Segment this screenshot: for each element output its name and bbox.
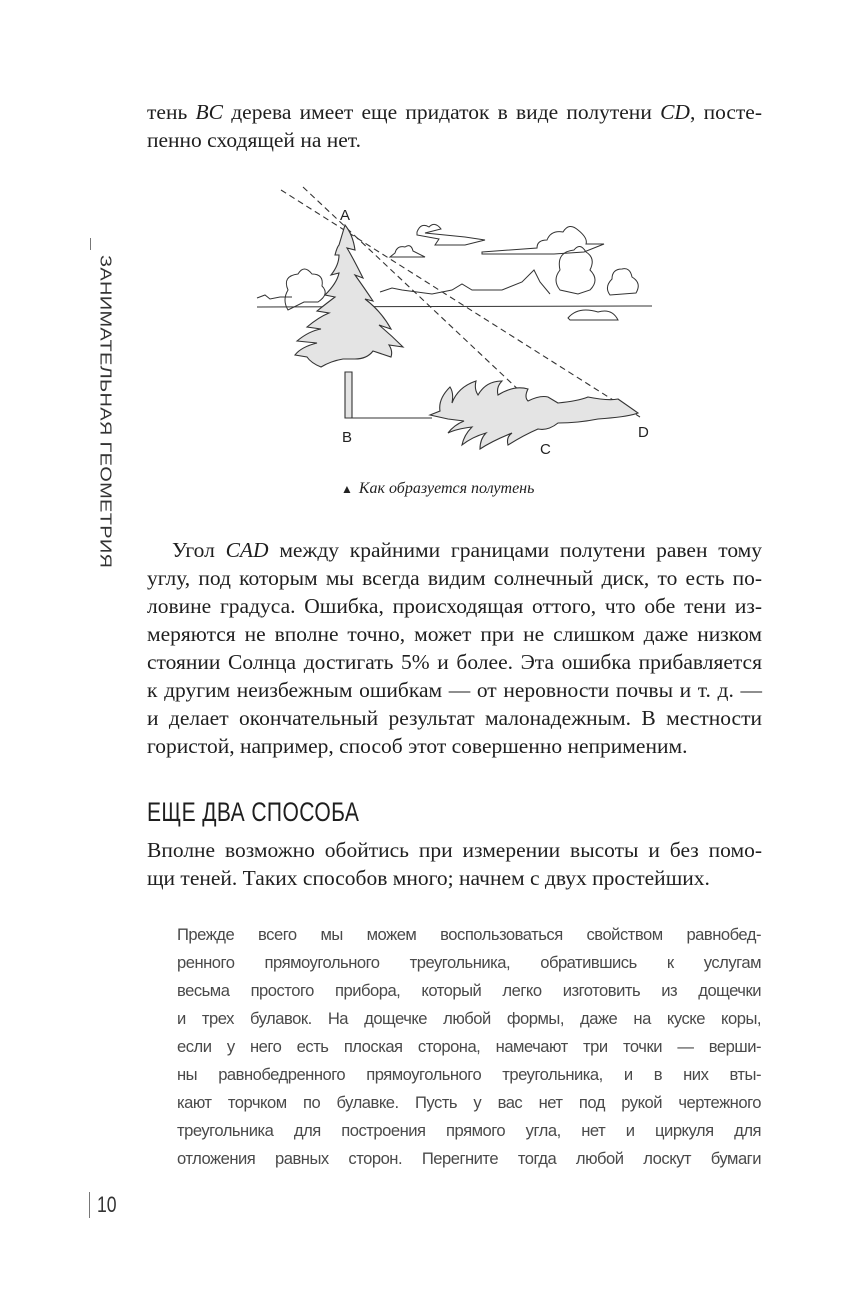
running-head: ЗАНИМАТЕЛЬНАЯ ГЕОМЕТРИЯ: [96, 255, 114, 569]
text-line: щи теней. Таких способов много; начнем с двух простейших.: [147, 866, 710, 890]
text-line: ны равнобедренного прямоугольного треугольника, и в них вты-: [177, 1065, 761, 1084]
text-line: меряются не вполне точно, может при не слишком даже низком: [147, 622, 762, 646]
text-line: ловине градуса. Ошибка, происходящая оттого, что обе тени из-: [147, 594, 762, 618]
penumbra-illustration: [250, 180, 670, 470]
running-head-rule: [90, 238, 91, 250]
text-line: Вполне возможно обойтись при измерении высоты и без помо-: [147, 838, 762, 862]
text-line: ренного прямоугольного треугольника, обратившись к услугам: [177, 953, 761, 972]
text-line: стоянии Солнца достигать 5% и более. Эта ошибка прибавляется: [147, 650, 762, 674]
page-number: 10: [97, 1192, 117, 1217]
text-line: отложения равных сторон. Перегните тогда любой лоскут бумаги: [177, 1149, 761, 1168]
text-line: углу, под которым мы всегда видим солнечный диск, то есть по-: [147, 566, 762, 590]
figure-caption: ▲ Как образуется полутень: [341, 480, 535, 497]
label-c: C: [540, 441, 551, 458]
triangle-marker-icon: ▲: [341, 482, 353, 496]
text-line: гористой, например, способ этот совершенно неприменим.: [147, 734, 688, 758]
label-d: D: [638, 424, 649, 441]
text-line: треугольника для построения прямого угла, нет и циркуля для: [177, 1121, 761, 1140]
label-a: A: [340, 207, 351, 224]
text-line: Угол CAD между крайними границами полутени равен тому: [172, 538, 763, 562]
text-line: пенно сходящей на нет.: [147, 128, 361, 152]
text-line: весьма простого прибора, который легко изготовить из дощечки: [177, 981, 761, 1000]
text-line: и делает окончательный результат малонадежным. В местности: [147, 706, 762, 730]
clouds: [390, 224, 604, 257]
tree-shadow: [430, 381, 638, 449]
landscape: [257, 246, 652, 320]
tree: [295, 225, 403, 418]
page-number-rule: [89, 1192, 90, 1218]
text-line: Прежде всего мы можем воспользоваться свойством равнобед-: [177, 925, 761, 944]
section-heading: ЕЩЕ ДВА СПОСОБА: [147, 797, 360, 827]
text-line: если у него есть плоская сторона, намечают три точки — верши-: [177, 1037, 761, 1056]
text-line: кают торчком по булавке. Пусть у вас нет под рукой чертежного: [177, 1093, 761, 1112]
text-line: тень BC дерева имеет еще придаток в виде полутени CD, посте-: [147, 100, 763, 124]
label-b: B: [342, 429, 353, 446]
text-line: и трех булавок. На дощечке любой формы, даже на куске коры,: [177, 1009, 761, 1028]
text-line: к другим неизбежным ошибкам — от неровности почвы и т. д. —: [147, 678, 762, 702]
